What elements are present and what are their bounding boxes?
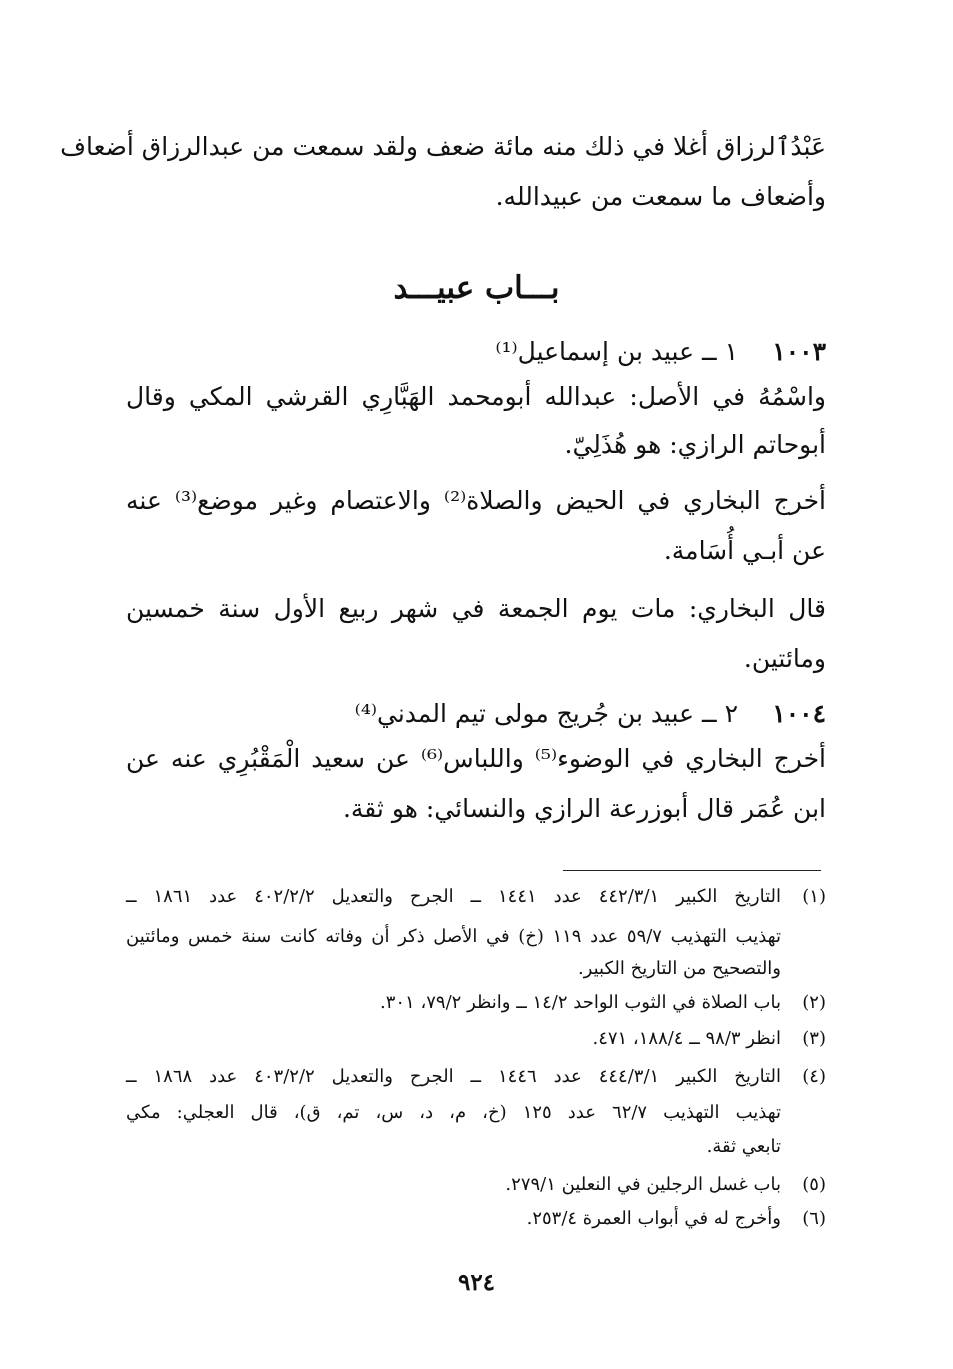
entry-text-line: قال البخاري: مات يوم الجمعة في شهر ربيع الأول سنة خمسين — [126, 594, 826, 623]
footnote-line: باب الصلاة في الثوب الواحد ١٤/٢ ــ وانظر ٧٩/٢، ٣٠١. — [379, 992, 781, 1013]
entry-text-line: أبوحاتم الرازي: هو هُذَلِيّ. — [564, 430, 826, 459]
entry-heading — [126, 334, 826, 374]
footnote-separator — [563, 870, 821, 871]
entry-text-line: ومائتين. — [743, 644, 826, 673]
footnote-marker: (١) — [802, 886, 826, 907]
entry-title: ١ ــ عبيد بن إسماعيل⁽¹⁾ — [495, 337, 738, 366]
section-title: بـــاب عبيـــد — [393, 270, 560, 306]
intro-line: وأضعاف ما سمعت من عبيدالله. — [495, 182, 826, 211]
entry-title: ٢ ــ عبيد بن جُريج مولى تيم المدني⁽⁴⁾ — [354, 699, 738, 728]
entry-text-line: واسْمُهُ في الأصل: عبدالله أبومحمد الهَبَّارِي القرشي المكي وقال — [126, 382, 826, 411]
footnote-marker: (٢) — [802, 992, 826, 1013]
footnote-marker: (٤) — [802, 1066, 826, 1087]
footnote-marker: (٦) — [802, 1208, 826, 1229]
intro-line: عَبْدُٱلرزاق أغلا في ذلك منه مائة ضعف ولقد سمعت من عبدالرزاق أضعاف — [60, 132, 826, 161]
entry-text-line: عن أبـي أُسَامة. — [663, 536, 826, 565]
entry-text-line: ابن عُمَر قال أبوزرعة الرازي والنسائي: هو ثقة. — [342, 794, 826, 823]
footnote-marker: (٥) — [802, 1174, 826, 1195]
footnote-line: التاريخ الكبير ٤٤٢/٣/١ عدد ١٤٤١ ــ الجرح والتعديل ٤٠٢/٢/٢ عدد ١٨٦١ ــ — [126, 886, 781, 907]
entry-number: ١٠٠٤ — [772, 699, 826, 728]
footnote-line: التاريخ الكبير ٤٤٤/٣/١ عدد ١٤٤٦ ــ الجرح والتعديل ٤٠٣/٢/٢ عدد ١٨٦٨ ــ — [126, 1066, 781, 1087]
entry-number: ١٠٠٣ — [772, 337, 826, 366]
footnote-line: وأخرج له في أبواب العمرة ٢٥٣/٤. — [526, 1208, 781, 1229]
footnote-line: والتصحيح من التاريخ الكبير. — [577, 958, 781, 979]
entry-heading — [126, 696, 826, 736]
footnote-line: تهذيب التهذيب ٦٢/٧ عدد ١٢٥ (خ، م، د، س، تم، ق)، قال العجلي: مكي — [126, 1102, 782, 1123]
footnote-line: تهذيب التهذيب ٥٩/٧ عدد ١١٩ (خ) في الأصل ذكر أن وفاته كانت سنة خمس ومائتين — [126, 926, 781, 947]
entry-text-line: أخرج البخاري في الحيض والصلاة⁽²⁾ والاعتصام وغير موضع⁽³⁾ عنه — [126, 486, 826, 515]
footnote-marker: (٣) — [802, 1028, 826, 1049]
page-number: ٩٢٤ — [457, 1269, 496, 1296]
footnote-line: باب غسل الرجلين في النعلين ٢٧٩/١. — [505, 1174, 781, 1195]
footnote-line: تابعي ثقة. — [706, 1136, 781, 1157]
entry-text-line: أخرج البخاري في الوضوء⁽⁵⁾ واللباس⁽⁶⁾ عن سعيد الْمَقْبُرِي عنه عن — [126, 744, 826, 773]
footnote-line: انظر ٩٨/٣ ــ ١٨٨/٤، ٤٧١. — [592, 1028, 781, 1049]
